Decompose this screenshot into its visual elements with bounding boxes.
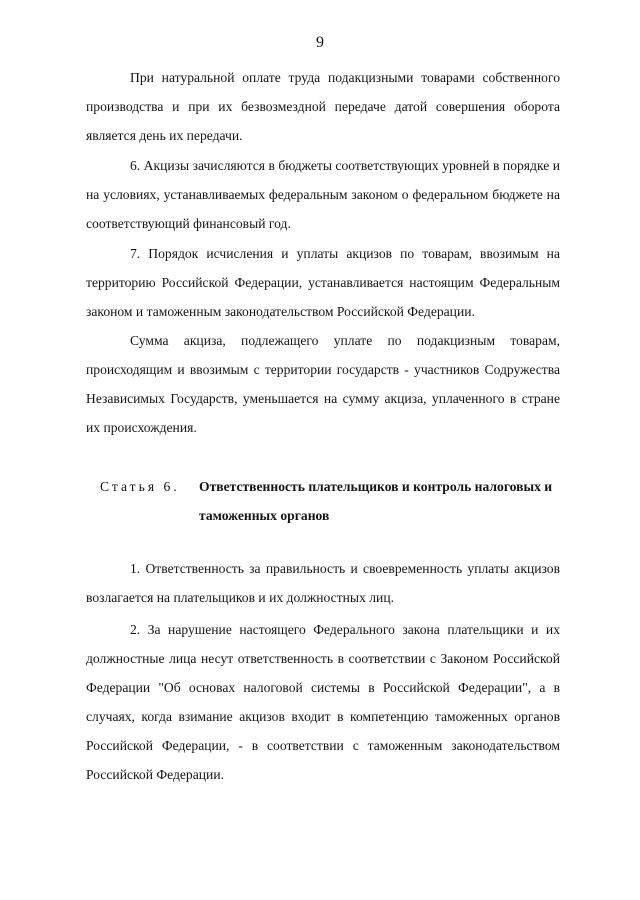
paragraph-item-7: 7. Порядок исчисления и уплаты акцизов по товарам, ввозимым на территорию Российской Федерации, устанавливается настоящим Федеральным законом и таможенным законодательством Российской Федерации. <box>86 246 560 319</box>
paragraph-natural-payment: При натуральной оплате труда подакцизными товарами собственного производства и при их безвозмездной передаче датой совершения оборота является день их передачи. <box>86 70 560 143</box>
paragraph-responsibility-2: 2. За нарушение настоящего Федерального закона плательщики и их должностные лица несут ответственность в соответствии с Законом Российской Федерации "Об основах налоговой системы в Российской Федерации", а в случаях, когда взимание акцизов входит в компетенцию таможенных органов Российской Федерации, - в соответствии с таможенным законодательством Российской Федерации. <box>86 622 560 782</box>
paragraph-item-6: 6. Акцизы зачисляются в бюджеты соответствующих уровней в порядке и на условиях, устанавливаемых федеральным законом о федеральном бюджете на соответствующий финансовый год. <box>86 158 560 231</box>
page-number: 9 <box>316 34 324 51</box>
article-label: Статья 6. <box>100 479 180 494</box>
paragraph-responsibility-1: 1. Ответственность за правильность и своевременность уплаты акцизов возлагается на плательщиков и их должностных лиц. <box>86 561 560 605</box>
paragraph-excise-amount: Сумма акциза, подлежащего уплате по подакцизным товарам, происходящим и ввозимым с территории государств - участников Содружества Независимых Государств, уменьшается на сумму акциза, уплаченного в стране их происхождения. <box>86 333 560 435</box>
article-title: Ответственность плательщиков и контроль налоговых и таможенных органов <box>199 479 553 523</box>
